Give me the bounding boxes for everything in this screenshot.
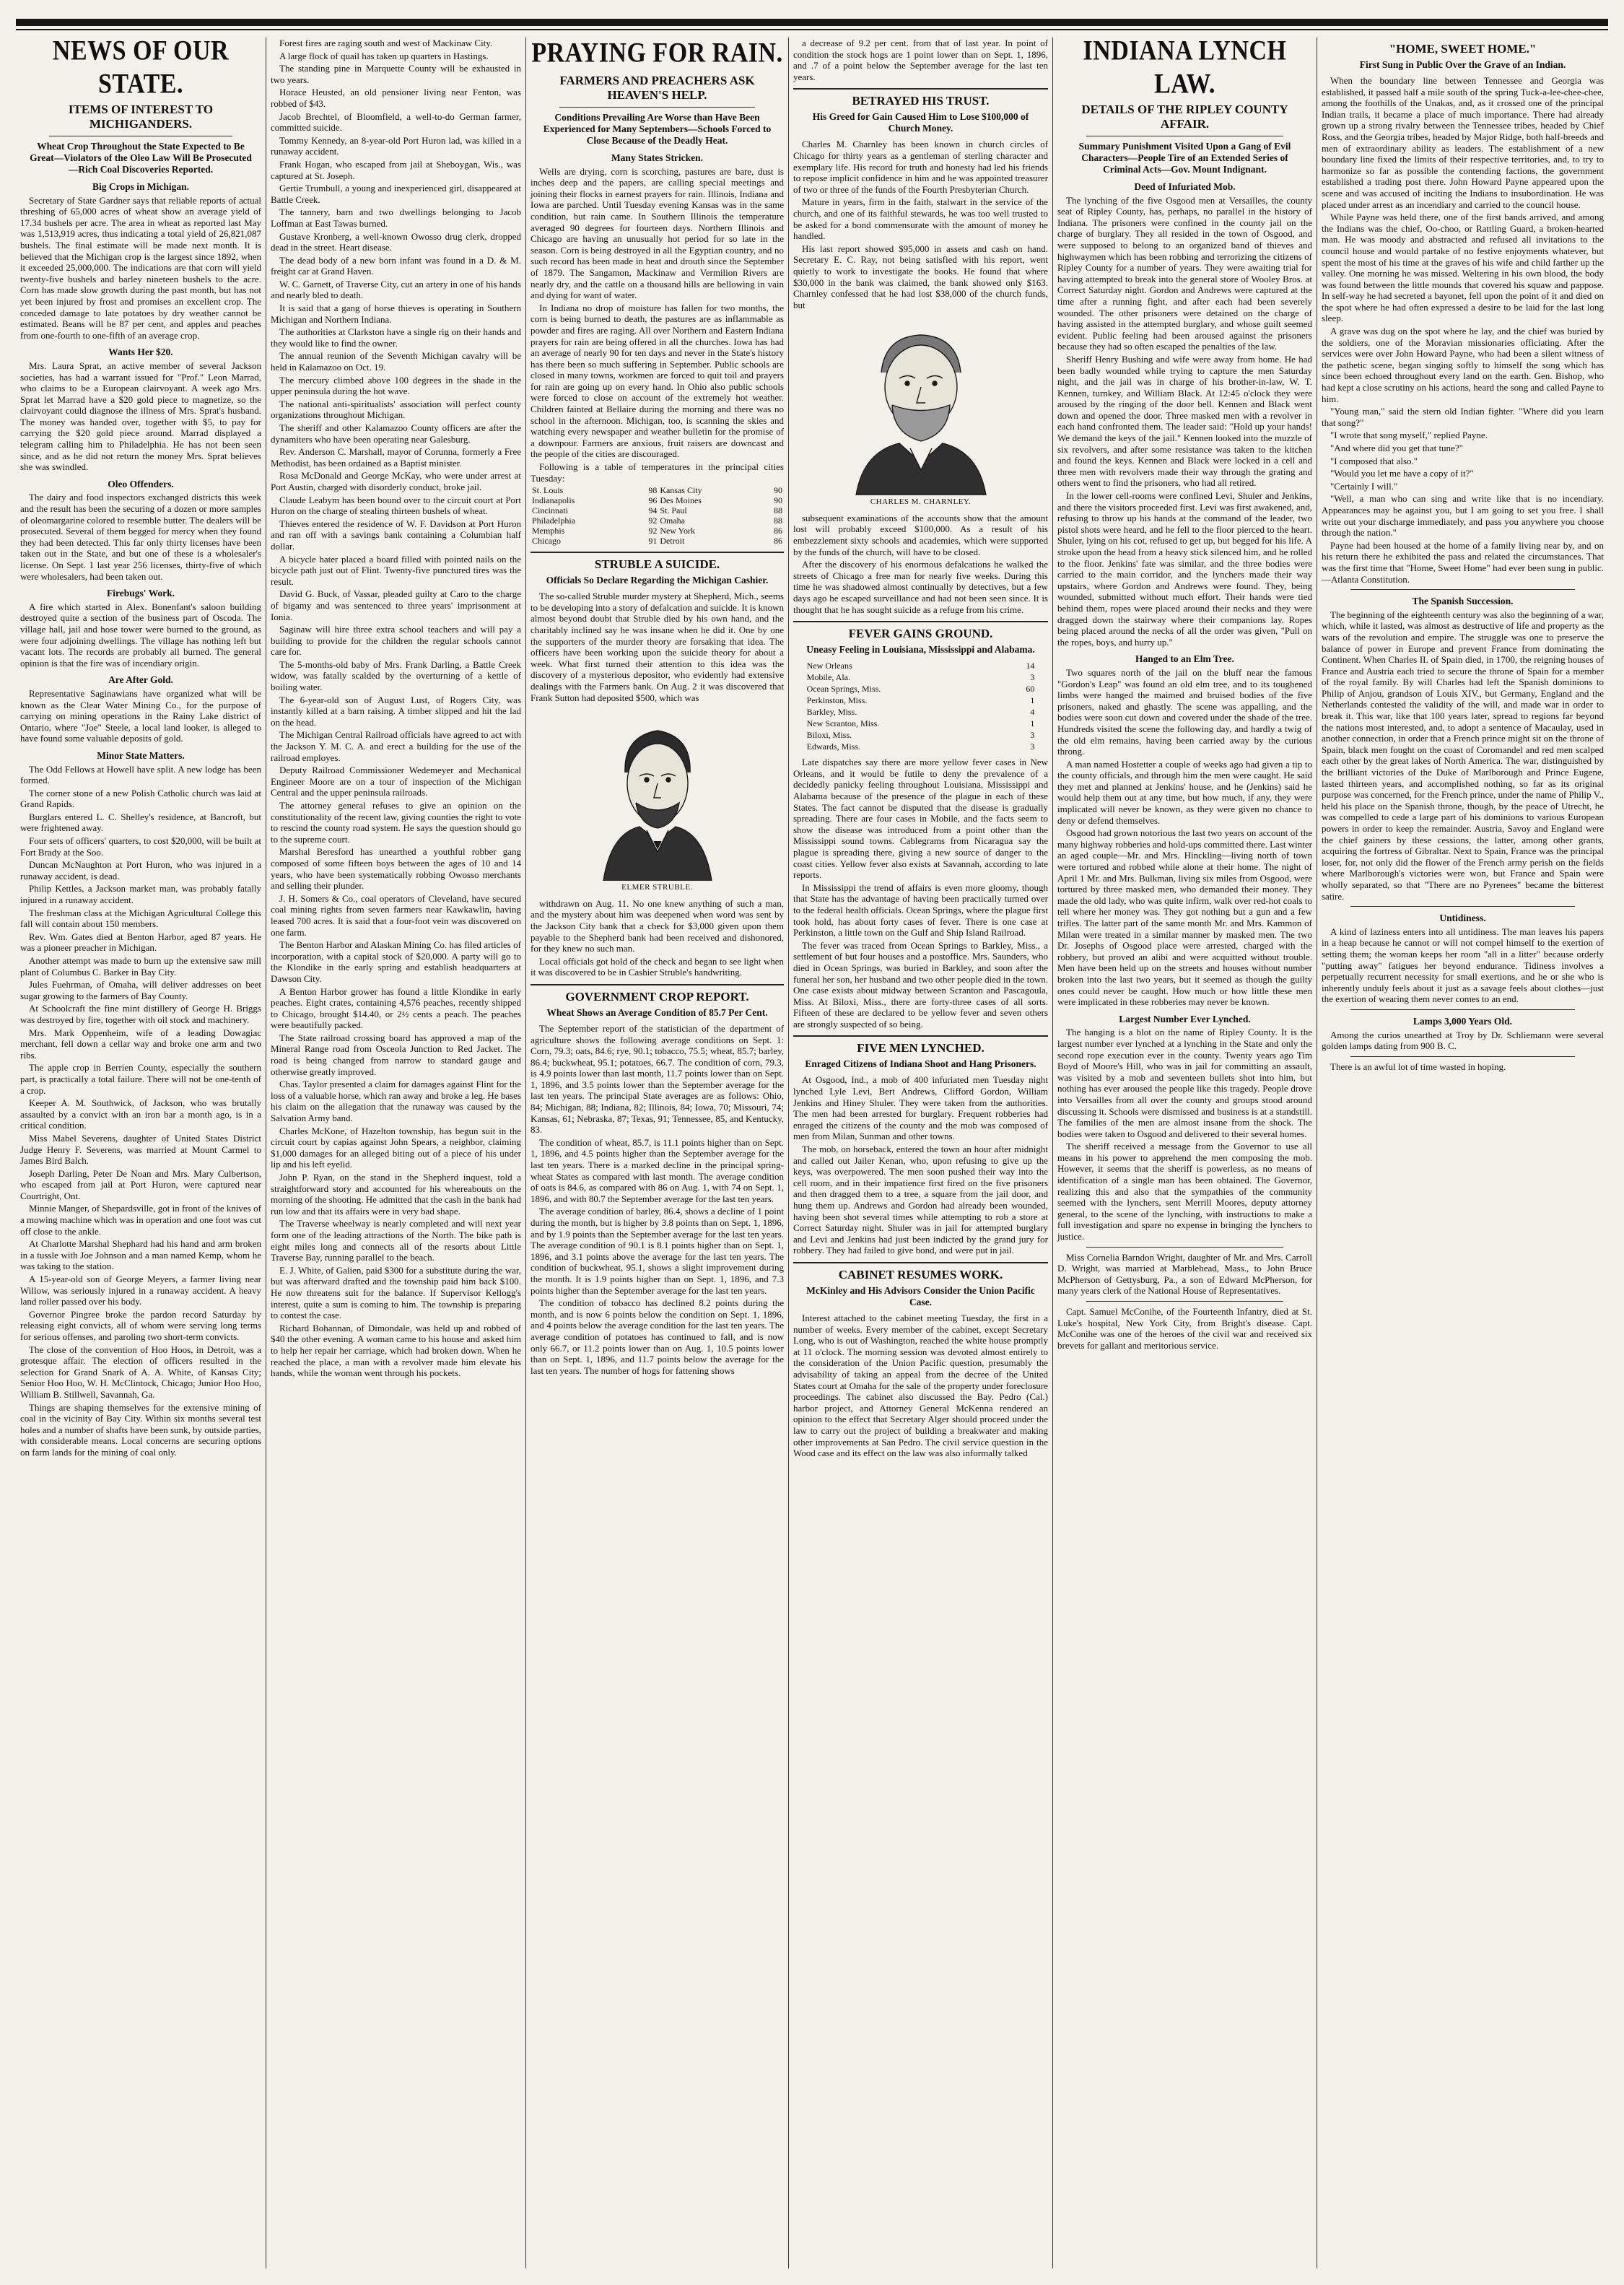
paragraph: W. C. Garnett, of Traverse City, cut an artery in one of his hands and nearly bled to death. [271,278,521,301]
paragraph: A Benton Harbor grower has found a little Klondike in early peaches. Eight crates, containing 4,576 peaches, recently shipped to Chicago, brought $14.40, or 2½ cents a peach. The peaches were beautifully packed. [271,985,521,1031]
paragraph: The national anti-spiritualists' association will perfect county organizations throughout Michigan. [271,398,521,421]
paragraph: Payne had been housed at the home of a family living near by, and on his return there he exhibited the pass and related the circumstances. That was the first time that "Home, Sweet Home" had ever been sung in public.—Atlanta Constitution. [1322,539,1604,585]
paragraph: After the discovery of his enormous defalcations he walked the streets of Chicago a free man for nearly five weeks. During this time he was shadowed almost continually by detectives, but a few days ago he escaped surveillance and had not been seen since. It is thought that he has sought suicide as a refuge from his crime. [793,559,1048,615]
paragraph: The tannery, barn and two dwellings belonging to Jacob Loffman at East Tawas burned. [271,206,521,229]
paragraph: The hanging is a blot on the name of Ripley County. It is the largest number ever lynched at a lynching in the State and only the second rope execution ever in the county. Twenty years ago Tim Boyd of Moore's Hill, who was in jail for committing an assault, was visited by a mob and seventeen bullets shot into him, but nothing has ever aroused the people like this tragedy. People drove into Versailles from all over the county and groups stood around discussing it. Schools were dismissed and business is at a standstill. The families of the men are almost insane from the shock. The bodies were taken to Osgood and delivered to their several homes. [1057,1027,1312,1139]
paragraph: Mrs. Laura Sprat, an active member of several Jackson societies, has had a warrant issued for "Prof." Leon Marrad, who claims to be a European clairvoyant. A week ago Mrs. Sprat let Marrad have a $20 gold piece to magnetize, so the clairvoyant could diagnose the illness of Mrs. Sprat's husband. The money was handed over, together with $5, to pay for carrying the $20 gold piece around. Marrad displayed a telegram calling him to Philadelphia. He has not been seen since, and as he did not return the money Mrs. Sprat believes she was swindled. [20,360,261,473]
paragraph: Another attempt was made to burn up the extensive saw mill plant of Columbus C. Barker in Bay City. [20,955,261,978]
subhead: The Spanish Succession. [1412,596,1514,607]
subhead: Firebugs' Work. [106,588,175,599]
paragraph: A kind of laziness enters into all untidiness. The man leaves his papers in a heap because he cannot or will not compel himself to the exertion of setting them; the woman keeps her room "all in a litter" because orderly "putting away" fatigues her beyond endurance. Tidiness involves a perpetually recurrent necessity for small exertions, and he or she who is inherently unduly feels about it just as a savage feels about clothes—just the exertion of wearing them never comes to an end. [1322,926,1604,1005]
paragraph: Sheriff Henry Bushing and wife were away from home. He had been badly wounded while trying to capture the men Saturday night, and the jail was in charge of his brother-in-law, W. T. Kennen, turnkey, and William Black. At 12:45 o'clock they were aroused by the ringing of the door bell. Kennen and Black went down and opened the door. Three masked men with a revolver in each hand confronted them. The leader said: "Hold up your hands! We demand the keys of the jail." Kennen looked into the muzzle of six revolvers, and after some resistance was taken to the kitchen and found the keys. Kennen and Black were locked in a cell and three men with revolvers made their way through the grating and others went to find the prisoners, who had all retired. [1057,353,1312,489]
table-row: St. Louis 98 Kansas City 90 [532,485,782,496]
paragraph: Miss Cornelia Barndon Wright, daughter of Mr. and Mrs. Carroll D. Wright, was married at Marblehead, Mass., to John Bruce McPherson of Gettysburg, Pa., a son of Edward McPherson, for many years clerk of the National House of Representatives. [1057,1251,1312,1297]
headline: FIVE MEN LYNCHED. [793,1035,1048,1056]
paragraph: "I composed that also." [1330,455,1418,466]
subhead: Many States Stricken. [611,152,704,163]
deck: Officials So Declare Regarding the Michigan Cashier. [546,575,769,586]
paragraph: The standing pine in Marquette County will be exhausted in two years. [271,63,521,85]
divider [1350,1056,1575,1057]
column-2 [266,38,525,2268]
paragraph: A 15-year-old son of George Meyers, a farmer living near Willow, was seriously injured in a runaway accident. A heavy land roller passed over his body. [20,1274,261,1307]
portrait-engraving [589,708,726,881]
paragraph: Representative Saginawians have organized what will be known as the Clear Water Mining Co., for the purpose of carrying on mining operations in the Rainy Lake district of Ontario, where "Joe" Steele, a local land looker, is alleged to have found some valuable deposits of gold. [20,687,261,744]
paragraph: Chas. Taylor presented a claim for damages against Flint for the loss of a valuable horse, which ran away and broke a leg. He bases his claim on the allegation that the runaway was caused by the Salvation Army band. [271,1079,521,1124]
paragraph: "I wrote that song myself," replied Payne. [1330,430,1488,441]
paragraph: The sheriff and other Kalamazoo County officers are after the dynamiters who have been operating near Galesburg. [271,422,521,445]
paragraph: The corner stone of a new Polish Catholic church was laid at Grand Rapids. [20,787,261,810]
paragraph: The lynching of the five Osgood men at Versailles, the county seat of Ripley County, has, perhaps, no parallel in the history of Indiana. The prisoners were confined in the county jail on the charge of burglary. They all resided in the town of Osgood, and were supposed to belong to an organized band of thieves and highwaymen which has been robbing and terrorizing the citizens of Ripley County for a number of years. They were awaiting trial for having attempted to break into the general store of Wooley Bros. at Correct Saturday night. Gordon and Andrews were captured at the time after a running fight, and after each had been severely wounded. The other prisoners were detained on the charge of having assisted in the attempted burglary, and whose guilt seemed evident. Public feeling had been aroused against the prisoners because they had so often escaped the penalties of the law. [1057,194,1312,352]
paragraph: John P. Ryan, on the stand in the Shepherd inquest, told a straightforward story and accounted for his whereabouts on the morning of the shooting. He admitted that the cash in the bank had run low and that its affairs were in very bad shape. [271,1172,521,1217]
paragraph: The 5-months-old baby of Mrs. Frank Darling, a Battle Creek widow, was fatally scalded by the overturning of a kettle of boiling water. [271,658,521,693]
divider [1350,1009,1575,1010]
paragraph: David G. Buck, of Vassar, pleaded guilty at Caro to the charge of bigamy and was sentenced to three years' imprisonment at Ionia. [271,588,521,622]
table-row: Cincinnati 94 St. Paul 88 [532,505,782,516]
table-row: New Scranton, Miss. 1 [806,718,1035,729]
paragraph: Duncan McNaughton at Port Huron, who was injured in a runaway accident, is dead. [20,859,261,882]
table-row: Memphis 92 New York 86 [532,526,782,536]
paragraph: Capt. Samuel McConihe, of the Fourteenth Infantry, died at St. Luke's hospital, New York City, from Bright's disease. Capt. McConihe was one of the heroes of the civil war and received six brevets for gallant and meritorious service. [1057,1306,1312,1351]
paragraph: Keeper A. M. Southwick, of Jackson, who was brutally assaulted by a convict with an iron bar a month ago, is in a critical condition. [20,1097,261,1131]
column-3 [525,38,788,2268]
column-1 [16,38,266,2268]
headline: CABINET RESUMES WORK. [793,1262,1048,1282]
subhead: Big Crops in Michigan. [92,181,190,192]
headline: FEVER GAINS GROUND. [793,621,1048,641]
paragraph: Horace Heusted, an old pensioner living near Fenton, was robbed of $43. [271,87,521,109]
deck: Wheat Crop Throughout the State Expected to Be Great—Violators of the Oleo Law Will Be Prosecuted—Rich Coal Discoveries Reported. [30,141,252,175]
paragraph: Miss Mabel Severens, daughter of United States District Judge Henry F. Severens, was married at Mount Carmel to James Bird Balch. [20,1132,261,1167]
banner-headline: INDIANA LYNCH LAW. [1083,38,1287,100]
masthead-rule-thin [16,29,1608,30]
paragraph: At Charlotte Marshal Shephard had his hand and arm broken in a tussle with Joe Johnson and a man named Kemp, whom he was taking to the station. [20,1238,261,1272]
table-row: Chicago 91 Detroit 86 [532,536,782,547]
divider [559,107,755,108]
paragraph: When the boundary line between Tennessee and Georgia was established, it passed half a mile south of the spring Tuck-a-lee-chee-chee, among the foothills of the Unakas, and, as it crossed one of the principal Indian trails, it became a place of much importance. There had already grown up a strong rivalry between the Tennessee tribes, headed by Chief Ross, and the Georgia tribes, headed by Major Ridge, both half-breeds and men of extraordinary ability as leaders. The establishment of a new boundary line fixed the limits of their respective territories, and, to try to harmonize so far as possible the contending factions, the government established a trading post there. John Howard Payne appeared upon the scene and was accused of inciting the Indians to insubordination. He was placed under arrest as an incendiary and carried to the council house. [1322,75,1604,210]
headline: "HOME, SWEET HOME." [1389,42,1537,56]
paragraph: Frank Hogan, who escaped from jail at Sheboygan, Wis., was captured at St. Joseph. [271,158,521,181]
paragraph: Mature in years, firm in the faith, stalwart in the service of the church, and one of its faithful stewards, he was too well trusted to be asked for a bond commensurate with the amount of money he handled. [793,196,1048,242]
paragraph: subsequent examinations of the accounts show that the amount lost will probably exceed $100,000. As a result of his embezzlement sixty schools and academies, which were supported by the funds of the church, will have to be closed. [793,512,1048,557]
paragraph: The Odd Fellows at Howell have split. A new lodge has been formed. [20,763,261,786]
paragraph: "Well, a man who can sing and write like that is no incendiary. Appearances may be against you, but I am going to set you free. I shall write out your discharge immediately, and pass you anywhere you choose through the nation." [1322,493,1604,539]
paragraph: Gustave Kronberg, a well-known Owosso drug clerk, dropped dead in the street. Heart disease. [271,230,521,253]
paragraph: The freshman class at the Michigan Agricultural College this fall will contain about 150 members. [20,907,261,930]
paragraph: In the lower cell-rooms were confined Levi, Shuler and Jenkins, and there the visitors proceeded first. Levi was first awakened, and, refusing to throw up his hands at the command of the leader, two pistol shots were heard, and he fell to the floor pierced to the heart. Shuler, lying on his cot, refused to get up, but begged for his life. A stroke upon the head from a heavy stick silenced him, and he rolled to the floor. Jenkins' fate was similar, and the three bodies were carried to the main corridor, and the lynchers made their way upstairs, where Gordon and Andrews were found. They, being wounded, submitted without much effort. Their hands were tied behind them, ropes were placed around their necks and they were dragged down the stairway where their companions lay. Ropes being placed around the necks of all the order was given, "Pull on the ropes, boys, and hurry up." [1057,490,1312,648]
paragraph: Richard Bohannan, of Dimondale, was held up and robbed of $40 the other evening. A woman came to his house and asked him to help her repair her carriage, which had broken down. When he reached the place, a man with a revolver made him elevate his hands, while the woman went through his pockets. [271,1322,521,1379]
deck: McKinley and His Advisors Consider the Union Pacific Case. [806,1284,1035,1307]
deck: First Sung in Public Over the Grave of an Indian. [1359,59,1566,70]
table-row: Barkley, Miss. 4 [806,707,1035,718]
paragraph: Burglars entered L. C. Shelley's residence, at Bancroft, but were frightened away. [20,811,261,834]
paragraph: J. H. Somers & Co., coal operators of Cleveland, have secured coal mining rights from seven farmers near Kawkawlin, having leased 700 acres. It is said that a four-foot vein was discovered on one farm. [271,892,521,938]
table-row: Edwards, Miss. 3 [806,741,1035,752]
paragraph: Rev. Wm. Gates died at Benton Harbor, aged 87 years. He was a pioneer preacher in Michigan. [20,931,261,954]
table-row: Biloxi, Miss. 3 [806,730,1035,741]
paragraph: Late dispatches say there are more yellow fever cases in New Orleans, and it would be futile to deny the prevalence of a decidedly panicky feeling throughout Louisiana, Mississippi and Alabama because of the presence of the plague in each of these States. The fact cannot be disputed that the disease is gradually spreading. There are four cases in Mobile, and the facts seem to show the disease was introduced from a point other than the Mississippi sound towns. Cablegrams from Nicaragua say the plague is spreading there, giving a new source of danger to the coast cities. Yellow fever also exists at Savannah, according to late reports. [793,757,1048,881]
subhead: Lamps 3,000 Years Old. [1413,1015,1513,1027]
paragraph: The State railroad crossing board has approved a map of the Mineral Range road from Osceola Junction to Red Jacket. The road is being changed from narrow to standard gauge and otherwise greatly improved. [271,1032,521,1077]
paragraph: Philip Kettles, a Jackson market man, was probably fatally injured in a runaway accident. [20,883,261,906]
table-row: Ocean Springs, Miss. 60 [806,684,1035,695]
paragraph: Rev. Anderson C. Marshall, mayor of Corunna, formerly a Free Methodist, has been ordained as a Baptist minister. [271,446,521,469]
paragraph: Four sets of officers' quarters, to cost $20,000, will be built at Fort Brady at the Soo. [20,835,261,858]
paragraph: Marshal Beresford has unearthed a youthful robber gang composed of some fifteen boys between the ages of 10 and 14 years, who have been systematically robbing Owosso merchants and selling their plunder. [271,846,521,892]
divider [1350,589,1575,590]
paragraph: The dairy and food inspectors exchanged districts this week and the result has been the securing of a dozen or more samples of oleomargarine colored to resemble butter. The dealers will be prosecuted. Several of them begged for mercy when they found they had been detected. This far only thirty licenses have been taken out in the State, and but one of these is a wholesaler's license. On Sept. 1 last year 256 licenses, thirty-five of which were wholesalers, had been taken out. [20,492,261,582]
portrait-caption: ELMER STRUBLE. [621,883,693,892]
paragraph: Deputy Railroad Commissioner Wedemeyer and Mechanical Engineer Moore are on a tour of inspection of the Michigan Central and the upper peninsula railroads. [271,765,521,798]
paragraph: Jules Fuehrman, of Omaha, will deliver addresses on beet sugar growing to the farmers of Bay County. [20,979,261,1001]
fever-table [806,660,1036,752]
deck: Conditions Prevailing Are Worse than Have Been Experienced for Many Septembers—Schools Forced to Close Because of the Deadly Heat. [543,112,772,146]
paragraph: The authorities at Clarkston have a single rig on their hands and they would like to find the owner. [271,326,521,349]
banner-headline: PRAYING FOR RAIN. [531,38,783,69]
subhead: Minor State Matters. [97,749,185,761]
deck: Uneasy Feeling in Louisiana, Mississippi and Alabama. [806,644,1035,656]
paragraph: The fever was traced from Ocean Springs to Barkley, Miss., a settlement of but four houses and a postoffice. Mrs. Saunders, who died in Ocean Springs, was buried in Barkley, and soon after the funeral her son, her husband and two other people died in the town. One case exists about midway between Scranton and Pascagoula, Miss. At Biloxi, Miss., there are forty-three cases of all sorts. Fifteen of these are declared to be yellow fever and seven others are strongly suspected of so being. [793,939,1048,1030]
paragraph: Mrs. Mark Oppenheim, wife of a leading Dowagiac merchant, fell down a cellar way and broke one arm and two ribs. [20,1027,261,1061]
paragraph: Secretary of State Gardner says that reliable reports of actual threshing of 65,000 acres of wheat show an average yield of 17.34 bushels per acre. The area in wheat as reported last May was 1,513,919 acres, thus indicating a total yield of 26,821,087 bushels. The final estimate will be made next month. It is believed that the Michigan crop is the largest since 1892, when it exceeded 25,000,000. The indications are that corn will yield twenty-five bushels and barley nineteen bushels to the acre. Corn has made slow growth during the past month, but has not yet been injured by frost and promises an excellent crop. The conceded damage to late potatoes by dry weather cannot be estimated. Beans will be 87 per cent, and apples and peaches from one-fourth to one-fifth of an average crop. [20,194,261,341]
subhead: Untidiness. [1439,913,1486,924]
paragraph: His last report showed $95,000 in assets and cash on hand. Secretary E. C. Ray, not being satisfied with his report, went quietly to work to investigate the books. He found that where $30,000 in the bank was claimed, the bank showed only $163. Charnley confessed that he had lost $38,000 of the church funds, but [793,243,1048,310]
headline: DETAILS OF THE RIPLEY COUNTY AFFAIR. [1081,103,1288,131]
paragraph: The Benton Harbor and Alaskan Mining Co. has filed articles of incorporation, with a capital stock of $20,000. A party will go to the Klondike in the early spring and establish headquarters at Dawson City. [271,939,521,984]
paragraph: "Certainly I will." [1330,480,1398,492]
paragraph: Charles McKone, of Hazelton township, has begun suit in the circuit court by capias against John Spears, a neighbor, claiming $1,000 damages for an alleged biting out of a piece of his under lip and his left eyelid. [271,1125,521,1170]
headline: BETRAYED HIS TRUST. [793,88,1048,108]
paragraph: Osgood had grown notorious the last two years on account of the many highway robberies and hold-ups committed there. Last winter an aged couple—Mr. and Mrs. Hinckling—living north of town were tortured and robbed while alone at their home. The night of April 1 Mr. and Mrs. Bulkman, living six miles from Osgood, were tortured by three masked men, who demanded their money. They made the old lady, who was quite infirm, walk over red-hot coals to tell where her money was. They got nothing but a gun and a few trifles. The latter part of the same month Mr. and Mrs. Kammon of Milan were treated in a similar manner by masked men. The two Dr. Josephs of Osgood place were arrested, charged with the robbery, but proved an alibi and were acquitted without trouble. Men have been held up on the streets and houses without number broken into the last two years, but it seemed as though the guilty ones could never be caught. How much or how little these men were implicated in these robberies may never be known. [1057,827,1312,1008]
paragraph: The mob, on horseback, entered the town an hour after midnight and called out Jailer Kenan, who, upon refusing to give up the keys, was overpowered. The men soon pushed their way into the cell room, and in their impatience first fired on the five prisoners and then dragged them to a tree, a square from the jail door, and hung them up. Andrews and Gordon had already been wounded, having been shot several times while attempting to rob a store at Correct Saturday night. Shuler was in jail for attempted burglary and Levi and Jenkins had just been indicted by the grand jury for robbery. They had failed to give bond, and were put in jail. [793,1144,1048,1256]
column-4 [788,38,1052,2268]
paragraph: Charles M. Charnley has been known in church circles of Chicago for thirty years as a gentleman of sterling character and exemplary life. His record for truth and honesty had led his friends to repose implicit confidence in him and he was appointed treasurer of two or three of the funds of the Fourth Presbyterian Church. [793,139,1048,195]
paragraph: a decrease of 9.2 per cent. from that of last year. In point of condition the stock hogs are 1 point lower than on Sept. 1, 1896, and .7 of a point below the September average for the last ten years. [793,38,1048,82]
paragraph: Following is a table of temperatures in the principal cities Tuesday: [531,461,784,484]
paragraph: The beginning of the eighteenth century was also the beginning of a war, which, while it lasted, was almost as destructive of life and property as the wars of the revolution and empire. The struggle was one to preserve the balance of power in Europe and prevent France from dominating the Continent. When Charles II. of Spain died, in 1700, the reigning houses of France and Austria each tried to secure the throne of Spain for a member of the royal family. By will Charles had left the Spanish dominions to Philip of Anjou, grandson of Louis XIV., but Germany, England and the Netherlands contested the validity of the will, and made war in order to break it. This war, like that 100 years later, spread to regions far beyond the nations most interested, and, to adopt a sentence of Macaulay, used in another connection, in order that a French prince might sit on the throne of Spain, black men fought on the coast of Coromandel and red men scalped each other by the great lakes of North America. The war, distinguished by the brilliant victories of the Duke of Marlborough and Prince Eugene, lasted thirteen years, and accomplished nothing, so far as its original purpose was concerned, for the French prince, under the name of Philip V., held his place on the Spanish throne, though, by the peace of Utrecht, he was compelled to cede a large part of his dominions to various European powers in order to keep the remainder. Austria, Savoy and England were the chief gainers by these cessions, the latter, among other grants, acquiring the fortress of Gibraltar. Next to Spain, France was the principal loser, for, not only did the flower of the French army perish on the fields where Marlborough's victories were won, but France and Spain were wholly separated, so that "There are no Pyrenees" became the bitterest satire. [1322,609,1604,902]
paragraph: There is an awful lot of time wasted in hoping. [1330,1061,1506,1072]
paragraph: Tommy Kennedy, an 8-year-old Port Huron lad, was killed in a runaway accident. [271,134,521,157]
paragraph: At Osgood, Ind., a mob of 400 infuriated men Tuesday night lynched Lyle Levi, Bert Andrews, Clifford Gordon, William Jenkins and Hiney Shuler. They were taken from the authorities. The men had been arrested for burglary. Frequent robberies had enraged the citizens of the county and the mob was composed of men from Milan, Sunman and other towns. [793,1074,1048,1142]
deck: Enraged Citizens of Indiana Shoot and Hang Prisoners. [805,1058,1036,1070]
temperature-table [531,485,784,546]
deck: Wheat Shows an Average Condition of 85.7 Per Cent. [546,1006,768,1018]
subhead: Largest Number Ever Lynched. [1119,1013,1251,1024]
column-6 [1317,38,1608,2268]
table-row: Mobile, Ala. 3 [806,672,1035,683]
divider [1086,1247,1283,1248]
divider [1350,906,1575,907]
headline: FARMERS AND PREACHERS ASK HEAVEN'S HELP. [559,74,755,102]
portrait-caption: CHARLES M. CHARNLEY. [870,497,972,507]
paragraph: The September report of the statistician of the department of agriculture shows the following average conditions on Sept. 1: Corn, 79.3; oats, 84.6; rye, 90.1; tobacco, 75.5; wheat, 85.7; barley, 86.4; buckwheat, 95.1; potatoes, 66.7. The condition of corn, 79.3, is 4.9 points lower than last month, 11.7 points lower than on Sept. 1, 1896, and 3.5 points lower than the September average for the last ten years. The principal State averages are as follows: Ohio, 84; Michigan, 88; Indiana, 82; Illinois, 84; Iowa, 70; Missouri, 74; Kansas, 61; Nebraska, 87; Texas, 91; Tennessee, 85, and Kentucky, 83. [531,1022,784,1136]
paragraph: Interest attached to the cabinet meeting Tuesday, the first in a number of weeks. Every member of the cabinet, except Secretary Long, who is out of Washington, reached the white house promptly at 11 o'clock. The morning session was devoted almost entirely to the consideration of the Union Pacific question, presumably the advisability of taking an appeal from the decree of the United States court at Omaha for the sale of the property under foreclosure proceedings. The cabinet also discussed the Bay. Pedro (Cal.) harbor project, and Attorney General McKenna rendered an opinion to the effect that Secretary Alger should proceed under the law to carry out the project of building a breakwater and making other improvements at San Pedro. The civil service question in the Wood case and its effect on the law was also informally talked [793,1312,1048,1459]
paragraph: "Would you let me have a copy of it?" [1330,468,1474,479]
subhead: Oleo Offenders. [108,478,174,489]
paragraph: The annual reunion of the Seventh Michigan cavalry will be held in Kalamazoo on Oct. 19. [271,350,521,373]
paragraph: Gertie Trumbull, a young and inexperienced girl, disappeared at Battle Creek. [271,183,521,205]
paragraph: The 6-year-old son of August Lust, of Rogers City, was instantly killed at a barn raising. A timber slipped and hit the lad on the head. [271,694,521,728]
paragraph: At Schoolcraft the fine mint distillery of George H. Briggs was destroyed by fire, together with oil stock and machinery. [20,1003,261,1025]
paragraph: Claude Leabym has been bound over to the circuit court at Port Huron on the charge of stealing thirteen bushels of wheat. [271,494,521,517]
paragraph: A large flock of quail has taken up quarters in Hastings. [279,50,489,61]
paragraph: In Indiana no drop of moisture has fallen for two months, the corn is being burned to death, the pastures are as inflammable as powder and fires are raging. All over Northern and Eastern Indiana prayers for rain are being offered in all the churches. Iowa has had an average of nearly 90 for ten days and never in the State's history has there been so much suffering in September. Public schools are closed in many towns, workmen are forced to quit toil and prayers for rain are going up on every hand. In Ohio also public schools were forced to close on account of the extremely hot weather. Children fainted at Bellaire during the morning and there was no school in the afternoon. Michigan, too, is scanning the skies and watching every newspaper and weather bulletin for the promise of a downpour. Farmers are anxious, fruit raisers are downcast and the people of the cities are discouraged. [531,302,784,460]
headline: ITEMS OF INTEREST TO MICHIGANDERS. [68,103,214,131]
paragraph: The so-called Struble murder mystery at Shepherd, Mich., seems to be developing into a story of defalcation and suicide. It is known almost beyond doubt that Struble died by his own hand, and the charitably inclined say he was insane when he did it. One by one the supporters of the murder theory are forsaking that idea. The officers have been working upon the suicide theory for about a week. What first turned their attention to this idea was the discovery of a mysterious depositor, who evidently had extensive dealings with the Farmers bank. On Aug. 2 it was discovered that Frank Sutton had deposited $500, which was [531,591,784,703]
newspaper-page [16,38,1608,2268]
table-row: Indianapolis 96 Des Moines 90 [532,495,782,506]
paragraph: The condition of tobacco has declined 8.2 points during the month, and is now 6 points below the condition on Sept. 1, 1896, and 4 points below the average condition for the last ten years. The average condition of potatoes has continued to fall, and is now only 66.7, or 11.2 points lower than on Aug. 1, 10.5 points lower than on Sept. 1, 1896, and 11.7 points below the average for the last ten years. The number of hogs for fattening shows [531,1297,784,1376]
paragraph: The average condition of barley, 86.4, shows a decline of 1 point during the month, but is higher by 3.8 points than on Sept. 1, 1896, and by 1.9 points than the September average for the last ten years. The average condition of 90.1 is 8.1 points higher than on Sept. 1, 1896, and 3.1 points above the average for the last ten years. The condition of buckwheat, 95.1, shows a slight improvement during the month. It is 1.9 points higher than on Sept. 1, 1896, and 7.3 points higher than the September average for the last ten years. [531,1206,784,1296]
paragraph: Minnie Manger, of Shepardsville, got in front of the knives of a mowing machine which was in operation and one foot was cut off close to the ankle. [20,1203,261,1237]
subhead: Wants Her $20. [108,347,173,358]
paragraph: Thieves entered the residence of W. F. Davidson at Port Huron and ran off with a savings bank containing a Columbian half dollar. [271,518,521,552]
paragraph: Jacob Brechtel, of Bloomfield, a well-to-do German farmer, committed suicide. [271,110,521,134]
paragraph: Local officials got hold of the check and began to see light when it was discovered to be in Cashier Struble's handwriting. [531,955,784,978]
table-row: New Orleans 14 [806,661,1035,671]
deck: Summary Punishment Visited Upon a Gang of Evil Characters—People Tire of an Extended Series of Criminal Acts—Gov. Mount Indignant. [1078,141,1291,175]
paragraph: Governor Pingree broke the pardon record Saturday by releasing eight convicts, all of whom were serving long terms for serious offenses, and paroling two short-term convicts. [20,1308,261,1342]
paragraph: Among the curios unearthed at Troy by Dr. Schliemann were several golden lamps dating from 900 B. C. [1322,1029,1604,1052]
paragraph: The mercury climbed above 100 degrees in the shade in the upper peninsula during the hot wave. [271,374,521,397]
column-5 [1052,38,1317,2268]
paragraph: The attorney general refuses to give an opinion on the constitutionality of the recent law, giving counties the right to vote to rescind the county road system. He says the question should go to the supreme court. [271,800,521,845]
paragraph: Rosa McDonald and George McKay, who were under arrest at Port Austin, charged with disorderly conduct, broke jail. [271,470,521,492]
paragraph: Things are shaping themselves for the extensive mining of coal in the vicinity of Bay City. Within six months several test holes and a number of shafts have been sunk, by outside parties, with considerable means. Local concerns are securing options on farm lands for the mining of coal only. [20,1401,261,1458]
masthead-rule [16,19,1608,26]
paragraph: "And where did you get that tune?" [1330,443,1463,453]
paragraph: A grave was dug on the spot where he lay, and the chief was buried by the soldiers, one of the Moravian missionaries officiating. After the services were over John Howard Payne, who had been a silent witness of the pathetic scene, began singing softly to himself the song which has since been echoed throughout every land on the earth. Gen. Bishop, who had kept a close scrutiny on his actions, heard the song and called Payne to him. [1322,326,1604,404]
paragraph: Two squares north of the jail on the bluff near the famous "Gordon's Leap" was found an old elm tree, and to its toughened limbs were hanged the maimed and bruised bodies of the five prisoners, naked and ghastly. The scene was appalling, and the bodies were soon cut down and covered under the shade of the tree. Hundreds visited the scene the following day, and hardly a twig of the old elm remains, having been carried away by the curious throng. [1057,666,1312,757]
paragraph: It is said that a gang of horse thieves is operating in Southern Michigan and Northern Indiana. [271,303,521,325]
paragraph: Saginaw will hire three extra school teachers and will pay a building to provide for the children the regular schools cannot care for. [271,624,521,658]
subhead: Are After Gold. [108,674,173,686]
paragraph: E. J. White, of Galien, paid $300 for a substitute during the war, but was afterward drafted and the township paid him back $100. He now threatens suit for the balance. If Supervisor Kellogg's interest, quite a sum is coming to him. The township is preparing to contest the case. [271,1264,521,1321]
paragraph: The apple crop in Berrien County, especially the southern part, is practically a total failure. There will not be one-tenth of a crop. [20,1062,261,1096]
paragraph: Forest fires are raging south and west of Mackinaw City. [279,38,493,48]
divider [1086,1301,1283,1302]
paragraph: The dead body of a new born infant was found in a D. & M. freight car at Grand Haven. [271,254,521,277]
table-row: Philadelphia 92 Omaha 88 [532,515,782,526]
headline: STRUBLE A SUICIDE. [531,552,784,572]
paragraph: While Payne was held there, one of the first bands arrived, and among the Indians was the chief, Oo-choo, or Rattling Guard, a broken-hearted man. He was moody and abstracted and refused all invitations to the council house and would partake of no festive enjoyments whatever, but spent the most of his time at the graves of his wife and child farther up the valley. One morning he was missed. Weltering in his own blood, the body was found between the little mounds that covered his squaw and pappose. In self-way he had secreted a bayonet, fell upon the point of it and died on the spot where he had often expressed a desire to be laid for the last long sleep. [1322,212,1604,324]
table-row: Perkinston, Miss. 1 [806,695,1035,706]
deck: His Greed for Gain Caused Him to Lose $100,000 of Church Money. [812,111,1029,134]
headline: GOVERNMENT CROP REPORT. [531,984,784,1004]
paragraph: A bicycle hater placed a board filled with pointed nails on the bicycle path just out of Flint. Twenty-five punctured tires was the result. [271,553,521,587]
paragraph: The Traverse wheelway is nearly completed and will next year form one of the leading attractions of the North. The bike path is eight miles long and connects all of the resorts about Little Traverse Bay, running parallel to the beach. [271,1218,521,1263]
paragraph: A man named Hostetter a couple of weeks ago had given a tip to the county officials, and through him the men were caught. He said they met and planned at Jenkins' house, and he (Jenkins) said he would help them out at any time, but how much, if any, they were implicated will never be known, as they were given no chance to deny or defend themselves. [1057,758,1312,826]
paragraph: The close of the convention of Hoo Hoos, in Detroit, was a grotesque affair. The election of officers resulted in the selection for Grand Snark of A. A. White, of Kansas City; Senior Hoo Hoo, W. H. McClintock, Chicago; Junior Hoo Hoo, William B. Stillwell, Savannah, Ga. [20,1344,261,1400]
paragraph: A fire which started in Alex. Bonenfant's saloon building destroyed quite a section of the business part of Oscoda. The village hall, jail and hose tower were burned to the ground, as were four adjoining dwellings. The village has nothing left but vacant lots. The records are probably all burned. The general opinion is that the fire was of incendiary origin. [20,601,261,669]
paragraph: withdrawn on Aug. 11. No one knew anything of such a man, and the mystery about him was deepened when word was sent by the Jackson City bank that a check for $3,000 given upon them payable to the Shepherd bank had been received and dishonored, for they knew no such man. [531,897,784,954]
portrait-engraving [842,315,1000,495]
banner-headline: NEWS OF OUR STATE. [52,38,230,100]
paragraph: The Michigan Central Railroad officials have agreed to act with the Jackson Y. M. C. A. and erect a building for the use of the railroad employes. [271,729,521,763]
paragraph: Wells are drying, corn is scorching, pastures are bare, dust is inches deep and the papers, are calling special meetings and joining their flocks in earnest prayers for rain. Illinois, Indiana and Iowa are parched. Until Tuesday evening Kansas was in the same condition, but rain came. In Southern Illinois the temperature averaged 90 degrees for fourteen days. Northern Illinois and Chicago are having an unusually hot period for so late in the season. Corn is being destroyed in all the Egyptian country, and no such record has been made in heat and drouth since the September of 1879. The Sangamon, Mackinaw and Vermilion Rivers are nearly dry, and the cattle on a thousand hills are bellowing in vain and dying for want of water. [531,165,784,301]
paragraph: "Young man," said the stern old Indian fighter. "Where did you learn that song?" [1322,406,1604,428]
paragraph: The sheriff received a message from the Governor to use all means in his power to apprehend the men composing the mob. However, it seems that the sheriff is powerless, as no means of identification of a single man has been obtained. The Governor, realizing this and also that the sympathies of the community seemed with the lynchers, sent Merrill Moores, deputy attorney general, to the scene of the lynching, with instructions to make a full investigation and spare no expense in bringing the lynchers to justice. [1057,1141,1312,1242]
subhead: Deed of Infuriated Mob. [1134,181,1236,192]
subhead: Hanged to an Elm Tree. [1135,653,1234,665]
paragraph: The condition of wheat, 85.7, is 11.1 points higher than on Sept. 1, 1896, and 4.5 points higher than the September average for the last ten years. There is a marked decline in the principal spring-wheat States as compared with last month. The average condition of oats is 84.6, as compared with 86 on Aug. 1, with 74 on Sept. 1, 1896, and with 80.7 the September average for the last ten years. [531,1136,784,1204]
paragraph: Joseph Darling, Peter De Noan and Mrs. Mary Culbertson, who escaped from jail at Port Huron, were captured near Courtright, Ont. [20,1167,261,1201]
paragraph: In Mississippi the trend of affairs is even more gloomy, though that State has the advantage of having been practically turned over to the federal health officials. Ocean Springs, where the plague first took hold, has about forty cases of fever. There is one case at Perkinston, a little town on the Gulf and Ship Island Railroad. [793,882,1048,939]
